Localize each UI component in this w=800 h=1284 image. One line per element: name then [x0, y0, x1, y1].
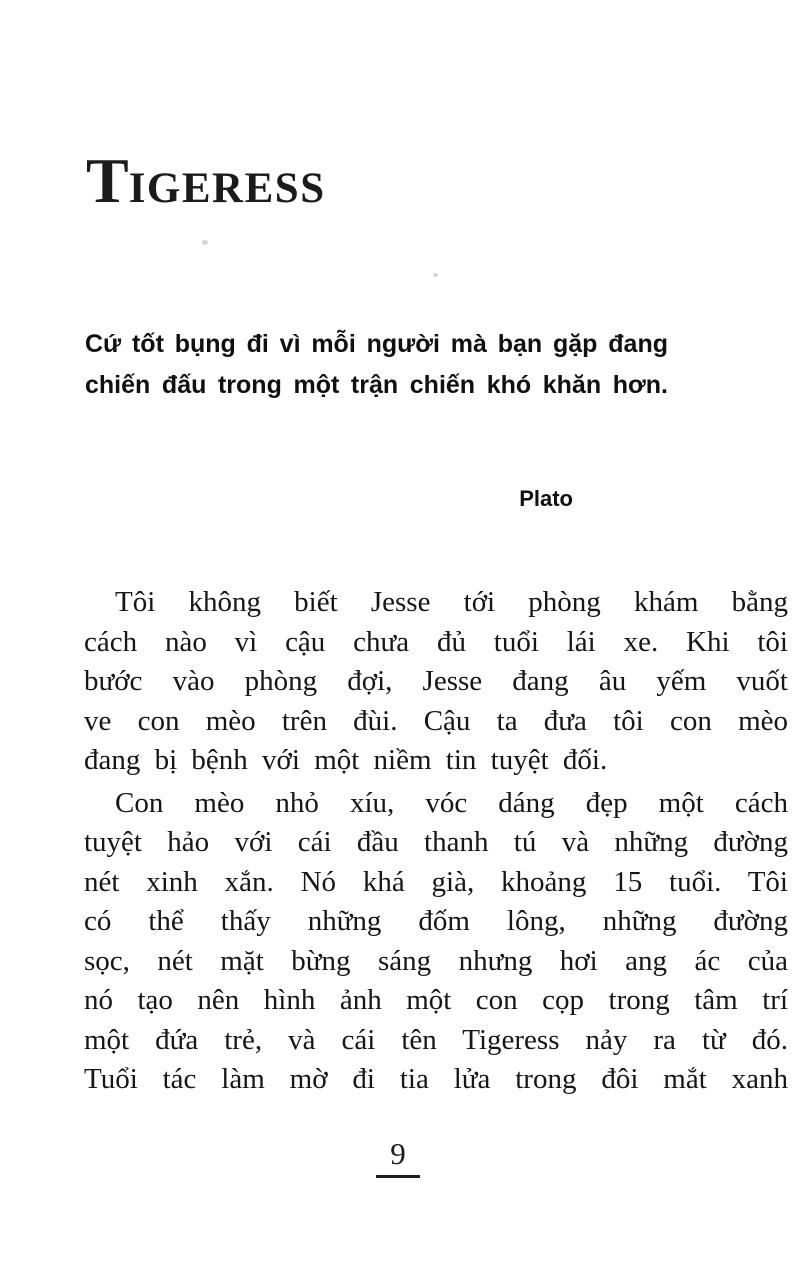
- paragraph: [84, 784, 788, 1100]
- paragraph: [84, 583, 788, 781]
- chapter-title-rest: IGERESS: [128, 165, 326, 213]
- text-line: có thể thấy những đốm lông, những đường: [84, 905, 788, 937]
- text-line: nét xinh xắn. Nó khá già, khoảng 15 tuổi. Tôi: [84, 865, 788, 898]
- scan-speck: [433, 273, 438, 277]
- text-line: cách nào vì cậu chưa đủ tuổi lái xe. Khi tôi: [84, 625, 788, 658]
- text-line: sọc, nét mặt bừng sáng nhưng hơi ang ác của: [84, 944, 788, 977]
- epigraph-line: Cứ tốt bụng đi vì mỗi người mà bạn gặp đang: [85, 330, 668, 358]
- epigraph-attribution: Plato: [519, 486, 573, 511]
- epigraph-quote: [85, 324, 668, 406]
- text-line: một đứa trẻ, và cái tên Tigeress nảy ra từ đó.: [84, 1023, 788, 1056]
- text-line: tuyệt hảo với cái đầu thanh tú và những đường: [84, 826, 788, 858]
- text-line: Tuổi tác làm mờ đi tia lửa trong đôi mắt xanh: [84, 1063, 788, 1095]
- body-text: [84, 583, 788, 1100]
- scan-speck: [202, 240, 208, 245]
- chapter-title: [86, 145, 326, 217]
- text-line: bước vào phòng đợi, Jesse đang âu yếm vuốt: [84, 665, 788, 697]
- chapter-title-initial: T: [86, 145, 129, 217]
- text-line: Tôi không biết Jesse tới phòng khám bằng: [115, 586, 788, 618]
- text-line: Con mèo nhỏ xíu, vóc dáng đẹp một cách: [115, 786, 788, 819]
- text-line: ve con mèo trên đùi. Cậu ta đưa tôi con mèo: [84, 704, 788, 737]
- page-number: 9: [376, 1136, 420, 1178]
- text-line: nó tạo nên hình ảnh một con cọp trong tâm trí: [84, 984, 788, 1016]
- epigraph-line: chiến đấu trong một trận chiến khó khăn hơn.: [85, 371, 668, 399]
- text-line: đang bị bệnh với một niềm tin tuyệt đối.: [84, 744, 608, 776]
